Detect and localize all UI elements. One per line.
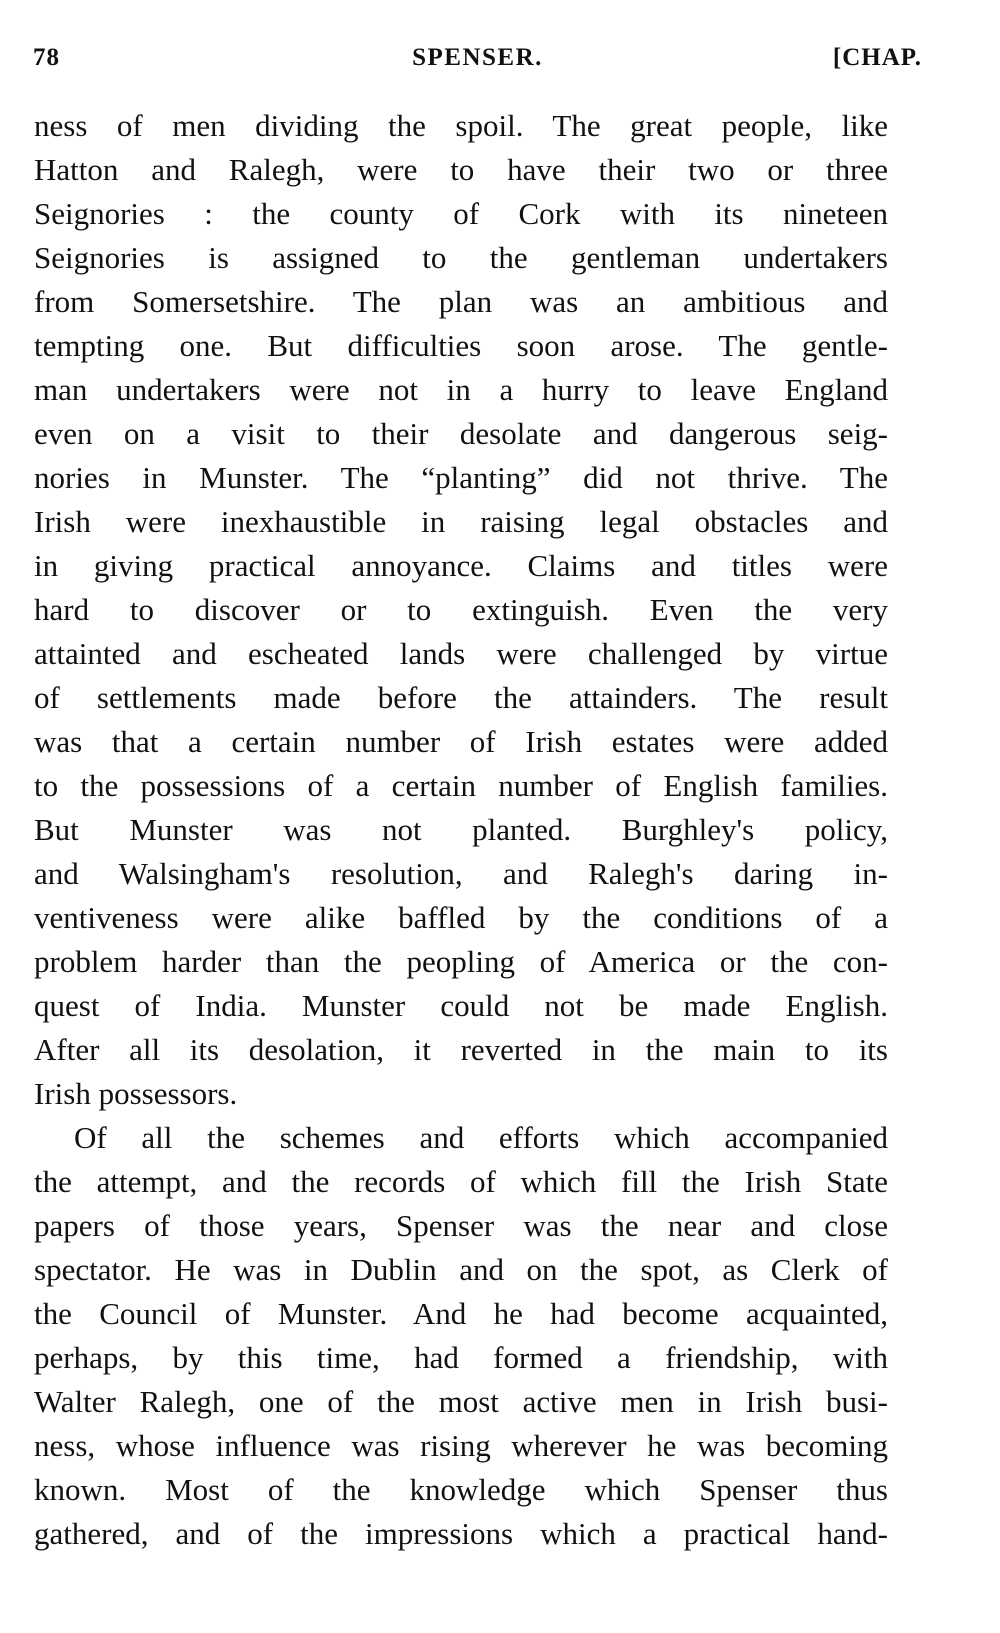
text-line: Of all the schemes and efforts which accompanied bbox=[74, 1120, 888, 1155]
page-number: 78 bbox=[33, 44, 60, 71]
running-title: SPENSER. bbox=[412, 44, 543, 71]
text-line: Hatton and Ralegh, were to have their two or three bbox=[34, 152, 888, 187]
text-line: Irish were inexhaustible in raising legal obstacles and bbox=[34, 504, 888, 539]
text-line: After all its desolation, it reverted in the main to its bbox=[34, 1032, 888, 1067]
text-line: perhaps, by this time, had formed a friendship, with bbox=[34, 1340, 888, 1375]
text-line: the attempt, and the records of which fill the Irish State bbox=[34, 1164, 888, 1199]
text-line: in giving practical annoyance. Claims and titles were bbox=[34, 548, 888, 583]
text-line: of settlements made before the attainders. The result bbox=[34, 680, 888, 715]
text-line: was that a certain number of Irish estates were added bbox=[34, 724, 888, 759]
text-line: even on a visit to their desolate and dangerous seig- bbox=[34, 416, 888, 451]
text-line: ness of men dividing the spoil. The great people, like bbox=[34, 108, 888, 143]
text-line: from Somersetshire. The plan was an ambitious and bbox=[34, 284, 888, 319]
text-line: attainted and escheated lands were challenged by virtue bbox=[34, 636, 888, 671]
text-line: Seignories is assigned to the gentleman undertakers bbox=[34, 240, 888, 275]
text-line: problem harder than the peopling of America or the con- bbox=[34, 944, 888, 979]
text-line: known. Most of the knowledge which Spenser thus bbox=[34, 1472, 888, 1507]
body-text bbox=[34, 104, 888, 1556]
text-line: hard to discover or to extinguish. Even the very bbox=[34, 592, 888, 627]
text-line: spectator. He was in Dublin and on the spot, as Clerk of bbox=[34, 1252, 888, 1287]
text-line: tempting one. But difficulties soon arose. The gentle- bbox=[34, 328, 888, 363]
text-line: Walter Ralegh, one of the most active men in Irish busi- bbox=[34, 1384, 888, 1419]
text-line: ventiveness were alike baffled by the conditions of a bbox=[34, 900, 888, 935]
paragraph bbox=[34, 104, 888, 1116]
text-line: quest of India. Munster could not be made English. bbox=[34, 988, 888, 1023]
text-line: But Munster was not planted. Burghley's policy, bbox=[34, 812, 888, 847]
text-line: Seignories : the county of Cork with its nineteen bbox=[34, 196, 888, 231]
text-line: man undertakers were not in a hurry to leave England bbox=[34, 372, 888, 407]
text-line: gathered, and of the impressions which a practical hand- bbox=[34, 1516, 888, 1551]
text-line: and Walsingham's resolution, and Ralegh's daring in- bbox=[34, 856, 888, 891]
text-line: to the possessions of a certain number of English families. bbox=[34, 768, 888, 803]
text-line: the Council of Munster. And he had become acquainted, bbox=[34, 1296, 888, 1331]
text-line: papers of those years, Spenser was the near and close bbox=[34, 1208, 888, 1243]
running-head bbox=[33, 44, 922, 80]
text-line: nories in Munster. The “planting” did not thrive. The bbox=[34, 460, 888, 495]
text-line: Irish possessors. bbox=[34, 1076, 238, 1111]
paragraph bbox=[34, 1116, 888, 1556]
chapter-mark: [CHAP. bbox=[832, 44, 922, 71]
text-line: ness, whose influence was rising wherever he was becoming bbox=[34, 1428, 888, 1463]
